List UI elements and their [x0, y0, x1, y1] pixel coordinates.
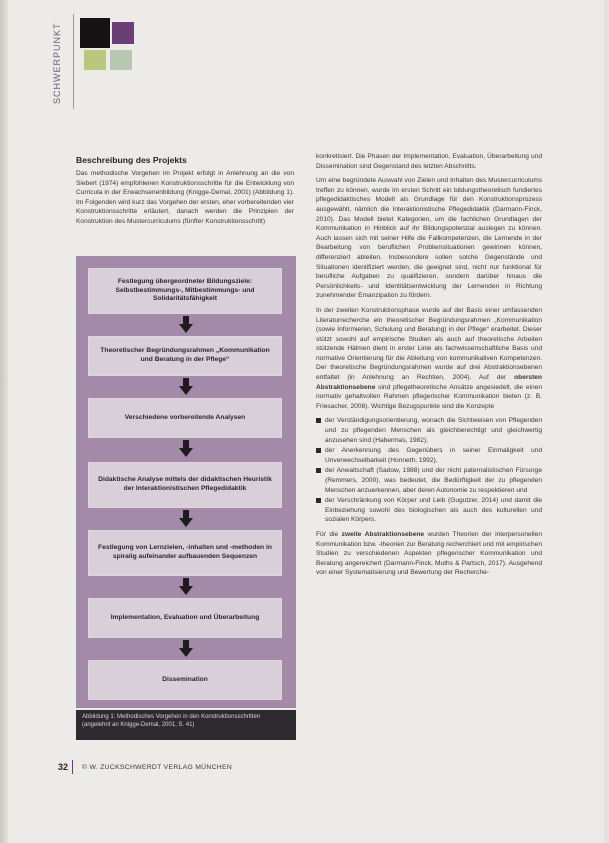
concept-list — [316, 416, 542, 525]
paragraph-1: konkretisiert. Die Phasen der Implementation, Evaluation, Überarbeitung und Dissemination sind Gegenstand des letzten Abschnitts. — [316, 153, 542, 170]
paragraph-4 — [316, 530, 542, 578]
down-arrow-icon — [179, 440, 193, 458]
down-arrow-icon — [179, 378, 193, 396]
down-arrow-icon — [179, 316, 193, 334]
paragraph-3-emphasis: obersten Abstraktionsebene — [316, 374, 542, 391]
paragraph-3 — [316, 306, 542, 412]
step-box-5: Festlegung von Lernzielen, -inhalten und -methoden in spiralig aufeinander aufbauenden Sequenzen — [88, 530, 282, 576]
paragraph-4-text: Für die — [316, 530, 342, 538]
page-number: 32 — [58, 762, 69, 772]
paragraph-4-text-cont: wurden Theorien der interpersonellen Kommunikation bzw. -theorien zur Beratung recherchiert und mit empirischen Studien zu verschiedenen Aspekten pflegerischer Kommunikation und Beratung angereichert (Darmann-Finck, Muths & Partsch, 2017). Ausgehend von einer Systematisierung und Bewertung der Recherche- — [316, 530, 542, 577]
sidebar-divider — [73, 14, 74, 109]
step-box-7: Dissemination — [88, 660, 282, 700]
step-box-3: Verschiedene vorbereitende Analysen — [88, 398, 282, 438]
footer-divider — [72, 760, 73, 774]
section-heading: Beschreibung des Projekts — [76, 155, 187, 165]
logo-square-grey — [110, 50, 132, 70]
paragraph-3-text-cont: sind pflegetheoretische Ansätze angesiedelt, die einen normativ gehaltvollen Rahmen pflegerischer Kommunikation bieten (z. B. Friesacher, 2008). Wichtige Bezugspunkte sind die Konzepte — [316, 383, 542, 410]
down-arrow-icon — [179, 510, 193, 528]
step-box-6: Implementation, Evaluation und Überarbeitung — [88, 598, 282, 638]
step-box-4: Didaktische Analyse mittels der didaktischen Heuristik der Interaktionistischen Pflegedidaktik — [88, 462, 282, 508]
publisher-line: © W. ZUCKSCHWERDT VERLAG MÜNCHEN — [82, 764, 233, 771]
list-item: der Verschränkung von Körper und Leib (Gugutzer, 2014) und damit die Einbeziehung sowohl des biologischen als auch des kulturellen und sozialen Körpers. — [316, 496, 542, 525]
page-edge-shadow — [0, 0, 8, 843]
logo-square-green — [84, 50, 106, 70]
step-box-1: Festlegung übergeordneter Bildungsziele: Selbstbestimmungs-, Mitbestimmungs- und Solidaritätsfähigkeit — [88, 268, 282, 314]
logo-square-purple — [112, 22, 134, 44]
down-arrow-icon — [179, 640, 193, 658]
left-column — [76, 155, 294, 232]
paragraph-3-text: In der zweiten Konstruktionsphase wurde auf der Basis einer umfassenden Literaturrecherche ein theoretischer Begründungsrahmen „Kommunikation (sowie Informieren, Schulung und Beratung) in der Pflege“ erarbeitet. Dieser stützt sowohl auf empirische Studien als auch auf theoretische Arbeiten stützende Hälmen dient in erster Linie als fachwissenschaftliche Basis und normative Orientierung für die Ableitung von kommunikativen Kompetenzen. Der theoretische Begründungsrahmen wurde auf drei Abstraktionsebenen entfaltet (in Anlehnung an Rechtien, 2004). Auf der — [316, 306, 542, 382]
step-box-2: Theoretischer Begründungsrahmen „Kommunikation und Beratung in der Pflege“ — [88, 336, 282, 376]
right-column — [316, 152, 542, 583]
paragraph-4-emphasis: zweite Abstraktionsebene — [341, 530, 425, 538]
intro-paragraph: Das methodische Vorgehen im Projekt erfolgt in Anlehnung an die von Siebert (1974) empfohlenen Konstruktionsschritte für die Entwicklung von Curricula in der Erwachsenenbildung (Knigge-Demal, 2001) (Abbildung 1). Im Folgenden wird kurz das Vorgehen der ersten, eher vorbereitenden vier Konstruktionsschritte erläutert, danach werden die Prinzipien der Konstruktion des Mustercurriculums (fünfter Konstruktionsschritt) — [76, 170, 294, 225]
section-label: SCHWERPUNKT — [52, 22, 62, 104]
logo-square-black — [80, 18, 110, 48]
process-diagram — [76, 256, 296, 708]
paragraph-2: Um eine begründete Auswahl von Zielen und Inhalten des Mustercurriculums treffen zu können, wurde im ersten Schritt ein bildungstheoretisch fundiertes pflegedidaktisches Modell als Grundlage für den Konstruktionsprozess ausgewählt, nämlich die Interaktionistische Pflegedidaktik (Darmann-Finck, 2010). Das Modell bietet Kategorien, um die fachlichen Grundlagen der Kommunikation in Hinblick auf ihr Bildungspotenzial auslegen zu können. Auch lassen sich mit seiner Hilfe die Fallkompetenzen, die Lernende in der Bearbeitung von beruflichen Problemsituationen gewinnen können, differenziert ableiten. Insbesondere sollen solche Gegenstände und Situationen identifiziert werden, die geeignet sind, nicht nur funktional für berufliche Aufgaben zu qualifizieren, sondern darüber hinaus die Persönlichkeits- und Identitätsentwicklung der Lernenden in Richtung zunehmender Emanzipation zu fördern. — [316, 177, 542, 300]
list-item: der Anwaltschaft (Sadow, 1988) und der nicht paternalistischen Fürsorge (Remmers, 2000), was bedeutet, die Bedürftigkeit der zu pflegenden Menschen anzuerkennen, aber deren Autonomie zu respektieren und — [316, 466, 542, 495]
figure-caption: Abbildung 1: Methodisches Vorgehen in den Konstruktionsschritten (angelehnt an Knigge-Demal, 2001, S. 41) — [76, 710, 296, 740]
down-arrow-icon — [179, 578, 193, 596]
list-item: der Verständigungsorientierung, wonach die Sichtweisen von Pflegenden und zu pflegenden Menschen als gleichberechtigt und gleichwertig anzusehen sind (Habermas, 1982), — [316, 416, 542, 445]
list-item: der Anerkennung des Gegenübers in seiner Einmaligkeit und Unverwechselbarkeit (Honneth, 1992), — [316, 446, 542, 465]
